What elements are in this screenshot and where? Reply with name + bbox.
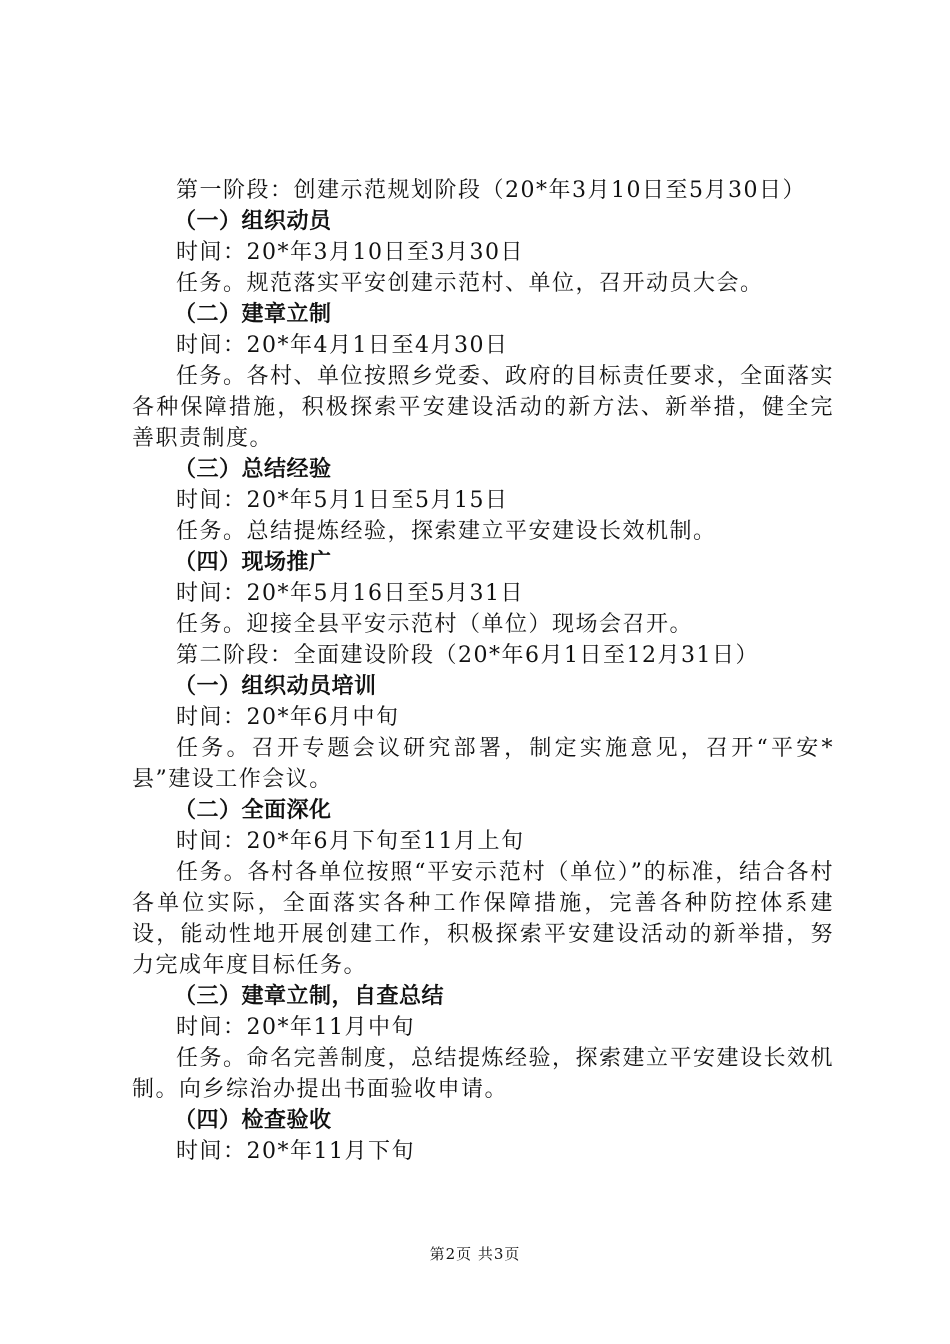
section-heading: （四）现场推广: [174, 550, 332, 575]
paragraph: 时间：20*年6月中旬: [176, 705, 400, 730]
paragraph: 任务。召开专题会议研究部署，制定实施意见，召开“平安*县”建设工作会议。: [132, 736, 834, 792]
paragraph: 时间：20*年4月1日至4月30日: [176, 333, 509, 358]
paragraph: 第二阶段：全面建设阶段（20*年6月1日至12月31日）: [176, 643, 759, 668]
section-heading: （四）检查验收: [174, 1108, 332, 1133]
section-heading: （三）总结经验: [174, 457, 332, 482]
paragraph: 任务。各村各单位按照“平安示范村（单位）”的标准，结合各村各单位实际，全面落实各种工作保障措施，完善各种防控体系建设，能动性地开展创建工作，积极探索平安建设活动的新举措，努力完成年度目标任务。: [132, 860, 834, 978]
paragraph: 时间：20*年3月10日至3月30日: [176, 240, 524, 265]
section-heading: （二）建章立制: [174, 302, 332, 327]
paragraph: 任务。总结提炼经验，探索建立平安建设长效机制。: [176, 519, 717, 544]
paragraph: 时间：20*年11月中旬: [176, 1015, 415, 1040]
paragraph: 时间：20*年5月16日至5月31日: [176, 581, 524, 606]
section-heading: （一）组织动员培训: [174, 674, 377, 699]
document-body: [132, 175, 834, 1167]
paragraph: 时间：20*年11月下旬: [176, 1139, 415, 1164]
paragraph: 任务。迎接全县平安示范村（单位）现场会召开。: [176, 612, 694, 637]
paragraph: 任务。规范落实平安创建示范村、单位，召开动员大会。: [176, 271, 764, 296]
section-heading: （三）建章立制，自查总结: [174, 984, 445, 1009]
paragraph: 时间：20*年6月下旬至11月上旬: [176, 829, 525, 854]
paragraph: 时间：20*年5月1日至5月15日: [176, 488, 509, 513]
paragraph: 任务。各村、单位按照乡党委、政府的目标责任要求，全面落实各种保障措施，积极探索平安建设活动的新方法、新举措，健全完善职责制度。: [132, 364, 835, 451]
section-heading: （二）全面深化: [174, 798, 332, 823]
paragraph: 任务。命名完善制度，总结提炼经验，探索建立平安建设长效机制。向乡综治办提出书面验收申请。: [132, 1046, 835, 1102]
paragraph: 第一阶段：创建示范规划阶段（20*年3月10日至5月30日）: [176, 178, 806, 203]
section-heading: （一）组织动员: [174, 209, 332, 234]
page-number-footer: 第2页 共3页: [429, 1245, 521, 1263]
